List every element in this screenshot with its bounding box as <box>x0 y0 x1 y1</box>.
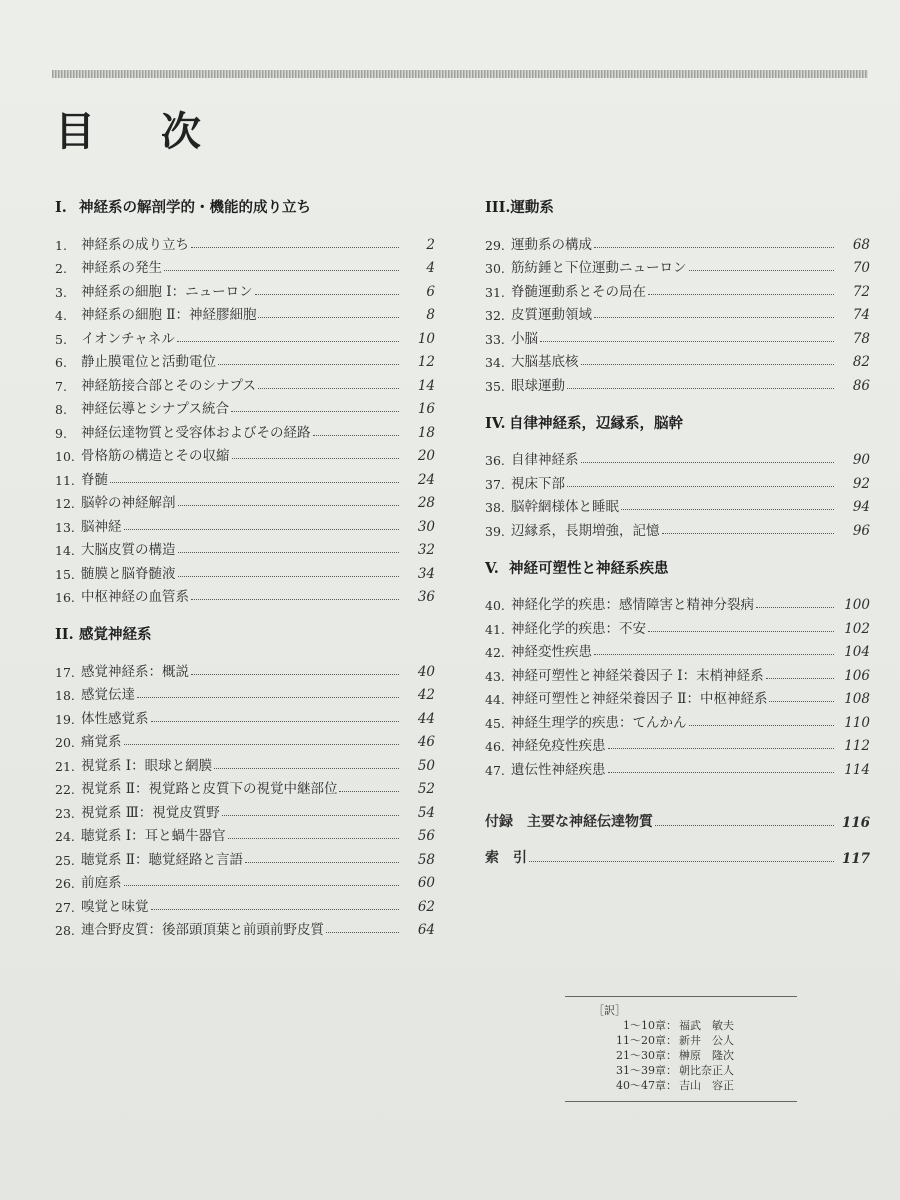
entry-page: 96 <box>852 522 870 539</box>
dot-leader <box>124 744 400 745</box>
entry-page: 28 <box>417 495 435 511</box>
toc-entry[interactable] <box>55 511 435 535</box>
dot-leader <box>231 411 399 412</box>
entry-number: 22. <box>55 782 75 797</box>
toc-entry[interactable] <box>485 731 870 755</box>
entry-title: 嗅覚と味覚 <box>81 898 149 915</box>
entry-title: 皮質運動領域 <box>511 307 592 323</box>
toc-left-column <box>55 195 435 938</box>
entry-title: イオンチャネル <box>81 330 175 347</box>
dot-leader <box>581 462 835 463</box>
entry-title: 感覚伝達 <box>81 687 135 703</box>
toc-entry[interactable] <box>55 727 435 751</box>
entry-page: 72 <box>852 283 870 300</box>
toc-entry[interactable] <box>55 868 435 892</box>
entry-page: 30 <box>417 518 435 535</box>
dot-leader <box>540 341 834 342</box>
toc-entry[interactable] <box>485 660 870 684</box>
dot-leader <box>124 885 400 886</box>
dot-leader <box>567 388 834 389</box>
dot-leader <box>177 341 399 342</box>
entry-page: 56 <box>417 828 435 844</box>
entry-number: 9. <box>55 425 67 441</box>
entry-number: 15. <box>55 566 75 582</box>
toc-entry[interactable] <box>55 844 435 868</box>
toc-entry[interactable] <box>485 707 870 731</box>
toc-entry[interactable] <box>55 535 435 559</box>
dot-leader <box>137 697 399 698</box>
toc-entry[interactable] <box>55 558 435 582</box>
entry-title: 視覚系 Ⅲ：視覚皮質野 <box>81 804 220 821</box>
toc-entry[interactable] <box>485 613 870 637</box>
toc-entry[interactable] <box>55 656 435 680</box>
entry-number: 2. <box>55 261 67 276</box>
translator-name: 朝比奈正人 <box>679 1064 734 1077</box>
section-heading <box>55 622 435 656</box>
entry-page: 92 <box>852 475 870 492</box>
entry-page: 102 <box>844 620 870 637</box>
entry-page: 36 <box>417 589 435 605</box>
dot-leader <box>232 458 400 459</box>
entry-number: 6. <box>55 355 67 370</box>
translator-chapters: 40～47章： <box>616 1079 677 1092</box>
entry-number: 43. <box>485 668 505 684</box>
entry-page: 62 <box>417 898 435 915</box>
toc-entry[interactable] <box>55 703 435 727</box>
dot-leader <box>648 631 834 632</box>
entry-number: 31. <box>485 284 505 300</box>
toc-entry[interactable] <box>485 637 870 661</box>
translator-chapters: 11～20章： <box>616 1034 677 1047</box>
entry-title: 神経系の発生 <box>81 260 162 276</box>
toc-entry[interactable] <box>55 253 435 277</box>
entry-number: 47. <box>485 762 505 778</box>
translator-label: ［訳］ <box>593 1004 626 1017</box>
toc-entry[interactable] <box>485 347 870 371</box>
toc-entry[interactable] <box>485 468 870 492</box>
toc-entry[interactable] <box>55 821 435 845</box>
entry-page: 4 <box>426 260 435 276</box>
dot-leader <box>151 909 400 910</box>
section-heading <box>55 195 435 229</box>
entry-title: 脳幹網様体と睡眠 <box>511 499 619 515</box>
entry-number: 34. <box>485 355 505 370</box>
dot-leader <box>756 607 834 608</box>
toc-entry[interactable] <box>485 684 870 708</box>
dot-leader <box>769 701 834 702</box>
dot-leader <box>218 364 399 365</box>
section-number: V. <box>485 559 499 577</box>
section-heading <box>485 556 870 590</box>
dot-leader <box>222 815 399 816</box>
entry-number: 30. <box>485 261 505 276</box>
entry-title: 大脳皮質の構造 <box>81 542 176 558</box>
dot-leader <box>608 748 835 749</box>
translator-row <box>595 1018 797 1033</box>
entry-page: 106 <box>844 667 870 684</box>
entry-page: 114 <box>844 761 870 778</box>
entry-title: 神経可塑性と神経栄養因子 Ⅰ：末梢神経系 <box>511 667 764 684</box>
translator-name: 吉山 容正 <box>679 1079 734 1092</box>
section-number: IV. <box>485 414 506 432</box>
entry-title: 筋紡錘と下位運動ニューロン <box>511 260 687 276</box>
dot-leader <box>326 932 399 933</box>
entry-title: 神経系の細胞 Ⅰ：ニューロン <box>81 283 253 300</box>
entry-page: 18 <box>417 424 435 441</box>
entry-title: 神経系の細胞 Ⅱ：神経膠細胞 <box>81 307 257 323</box>
entry-page: 42 <box>417 687 435 703</box>
translator-name: 福武 敏夫 <box>679 1019 734 1032</box>
entry-page: 86 <box>852 377 870 394</box>
dot-leader <box>178 576 400 577</box>
entry-number: 27. <box>55 899 75 915</box>
section-number: III. <box>485 199 511 216</box>
entry-title: 小脳 <box>511 330 538 347</box>
entry-title: 視覚系 Ⅱ：視覚路と皮質下の視覚中継部位 <box>81 781 338 797</box>
entry-number: 14. <box>55 543 75 558</box>
entry-number: 46. <box>485 739 505 754</box>
translator-chapters: 31～39章： <box>616 1064 677 1077</box>
entry-number: 7. <box>55 378 67 394</box>
entry-title: 眼球運動 <box>511 377 565 394</box>
entry-page: 8 <box>426 307 435 323</box>
dot-leader <box>339 791 399 792</box>
entry-page: 94 <box>852 499 870 515</box>
dot-leader <box>191 599 399 600</box>
entry-number: 38. <box>485 500 505 515</box>
toc-entry[interactable] <box>55 464 435 488</box>
toc-entry[interactable] <box>485 323 870 347</box>
toc-entry[interactable] <box>485 445 870 469</box>
entry-number: 40. <box>485 598 505 613</box>
translator-row <box>595 1033 797 1048</box>
toc-entry[interactable] <box>485 300 870 324</box>
entry-page: 100 <box>844 597 870 613</box>
entry-page: 78 <box>852 330 870 347</box>
dot-leader <box>258 388 399 389</box>
entry-number: 24. <box>55 829 75 844</box>
dot-leader <box>594 654 834 655</box>
toc-entry[interactable] <box>485 229 870 253</box>
entry-number: 39. <box>485 523 505 539</box>
entry-page: 32 <box>417 542 435 558</box>
toc-entry[interactable] <box>55 417 435 441</box>
entry-title: 中枢神経の血管系 <box>81 589 189 605</box>
entry-page: 50 <box>417 757 435 774</box>
toc-entry[interactable] <box>485 253 870 277</box>
dot-leader <box>689 725 835 726</box>
toc-entry[interactable] <box>55 276 435 300</box>
section-title: 運動系 <box>510 200 554 216</box>
toc-entry[interactable] <box>55 797 435 821</box>
toc-entry[interactable] <box>55 441 435 465</box>
entry-number: 29. <box>485 237 505 253</box>
dot-leader <box>214 768 399 769</box>
section-title: 感覚神経系 <box>79 627 152 643</box>
dot-leader <box>178 505 400 506</box>
toc-entry[interactable] <box>485 515 870 539</box>
entry-title: 神経生理学的疾患：てんかん <box>511 714 687 731</box>
dot-leader <box>191 674 399 675</box>
section-gap <box>485 394 870 411</box>
dot-leader <box>594 247 834 248</box>
dot-leader <box>581 364 835 365</box>
dot-leader <box>178 552 400 553</box>
dot-leader <box>255 294 399 295</box>
dot-leader <box>124 529 400 530</box>
toc-entry[interactable] <box>55 488 435 512</box>
entry-title: 髄膜と脳脊髄液 <box>81 565 176 582</box>
toc-entry[interactable] <box>55 394 435 418</box>
entry-number: 1. <box>55 237 67 253</box>
entry-number: 10. <box>55 449 75 464</box>
entry-number: 42. <box>485 645 505 660</box>
toc-extra-entry[interactable] <box>485 831 870 867</box>
entry-number: 21. <box>55 758 75 774</box>
section-gap <box>485 778 870 795</box>
dot-leader <box>110 482 399 483</box>
entry-number: 11. <box>55 472 75 488</box>
entry-page: 64 <box>417 922 435 938</box>
toc-extra-entry[interactable] <box>485 795 870 831</box>
entry-page: 112 <box>844 738 870 754</box>
entry-page: 14 <box>417 377 435 394</box>
entry-page: 54 <box>417 804 435 821</box>
section-title: 自律神経系，辺縁系，脳幹 <box>509 415 683 432</box>
entry-page: 108 <box>844 691 870 707</box>
toc-entry[interactable] <box>485 492 870 516</box>
entry-title: 体性感覚系 <box>81 710 149 727</box>
toc-entry[interactable] <box>55 582 435 606</box>
entry-title: 脳神経 <box>81 518 122 535</box>
section-heading <box>485 411 870 445</box>
entry-page: 68 <box>852 236 870 253</box>
section-number: I. <box>55 199 67 216</box>
section-gap <box>55 605 435 622</box>
entry-page: 44 <box>417 710 435 727</box>
translator-row <box>595 1063 797 1078</box>
entry-number: 28. <box>55 923 75 938</box>
translator-row <box>595 1078 797 1093</box>
dot-leader <box>621 509 834 510</box>
entry-page: 6 <box>426 283 435 300</box>
dot-leader <box>662 533 835 534</box>
entry-number: 19. <box>55 711 75 727</box>
entry-title: 辺縁系，長期増強，記憶 <box>511 522 660 539</box>
entry-number: 33. <box>485 331 505 347</box>
toc-entry[interactable] <box>55 680 435 704</box>
section-gap <box>485 539 870 556</box>
entry-number: 12. <box>55 496 75 511</box>
entry-number: 16. <box>55 590 75 605</box>
translator-row <box>595 1048 797 1063</box>
entry-title: 脳幹の神経解剖 <box>81 495 176 511</box>
entry-number: 3. <box>55 284 67 300</box>
entry-number: 35. <box>485 378 505 394</box>
entry-page: 90 <box>852 452 870 468</box>
dot-leader <box>151 721 400 722</box>
section-number: II. <box>55 626 74 643</box>
entry-number: 20. <box>55 735 75 750</box>
entry-title: 脊髄運動系とその局在 <box>511 283 646 300</box>
entry-page: 74 <box>852 307 870 323</box>
entry-number: 44. <box>485 692 505 707</box>
toc-entry[interactable] <box>55 370 435 394</box>
entry-title: 神経伝達物質と受容体およびその経路 <box>81 424 311 441</box>
entry-number: 36. <box>485 453 505 468</box>
toc-entry[interactable] <box>55 323 435 347</box>
toc-entry[interactable] <box>485 370 870 394</box>
toc-entry[interactable] <box>485 754 870 778</box>
entry-number: 41. <box>485 621 505 637</box>
entry-title: 静止膜電位と活動電位 <box>81 354 216 370</box>
entry-number: 32. <box>485 308 505 323</box>
toc-entry[interactable] <box>485 276 870 300</box>
dot-leader <box>245 862 399 863</box>
entry-page: 52 <box>417 781 435 797</box>
entry-title: 前庭系 <box>81 875 122 891</box>
entry-title: 神経可塑性と神経栄養因子 Ⅱ：中枢神経系 <box>511 691 768 707</box>
entry-number: 26. <box>55 876 75 891</box>
dot-leader <box>191 247 399 248</box>
entry-page: 12 <box>417 354 435 370</box>
entry-number: 13. <box>55 519 75 535</box>
entry-page: 82 <box>852 354 870 370</box>
entry-page: 46 <box>417 734 435 750</box>
entry-page: 104 <box>844 644 870 660</box>
dot-leader <box>689 270 835 271</box>
entry-number: 25. <box>55 852 75 868</box>
toc-entry[interactable] <box>55 347 435 371</box>
toc-right-column <box>485 195 870 867</box>
entry-page: 20 <box>417 448 435 464</box>
entry-title: 神経免疫性疾患 <box>511 738 606 754</box>
entry-page: 10 <box>417 330 435 347</box>
toc-entry[interactable] <box>55 774 435 798</box>
entry-page: 70 <box>852 260 870 276</box>
entry-title: 神経筋接合部とそのシナプス <box>81 377 256 394</box>
entry-page: 116 <box>841 814 870 831</box>
entry-title: 視床下部 <box>511 475 565 492</box>
translator-chapters: 1～10章： <box>623 1019 677 1032</box>
entry-number: 8. <box>55 402 67 417</box>
entry-page: 60 <box>417 875 435 891</box>
entry-number: 5. <box>55 331 67 347</box>
entry-page: 110 <box>844 714 870 731</box>
page-title: 目 次 <box>55 109 227 155</box>
entry-number: 37. <box>485 476 505 492</box>
entry-page: 16 <box>417 401 435 417</box>
dot-leader <box>529 861 834 862</box>
toc-entry[interactable] <box>55 750 435 774</box>
translator-credits <box>565 996 797 1102</box>
entry-title: 付録 主要な神経伝達物質 <box>485 813 653 830</box>
entry-title: 神経系の成り立ち <box>81 236 189 253</box>
section-heading <box>485 195 870 229</box>
dot-leader <box>567 486 834 487</box>
entry-number: 4. <box>55 308 67 323</box>
entry-title: 神経化学的疾患：感情障害と精神分裂病 <box>511 597 754 613</box>
entry-title: 索 引 <box>485 849 527 866</box>
entry-page: 117 <box>841 850 870 867</box>
entry-title: 神経化学的疾患：不安 <box>511 620 646 637</box>
entry-page: 58 <box>417 851 435 868</box>
dot-leader <box>655 825 834 826</box>
section-title: 神経系の解剖学的・機能的成り立ち <box>79 200 311 216</box>
entry-page: 40 <box>417 663 435 680</box>
entry-title: 脊髄 <box>81 471 108 488</box>
entry-number: 18. <box>55 688 75 703</box>
entry-page: 24 <box>417 471 435 488</box>
entry-title: 骨格筋の構造とその収縮 <box>81 448 230 464</box>
entry-title: 神経伝導とシナプス統合 <box>81 401 229 417</box>
entry-title: 視覚系 Ⅰ：眼球と網膜 <box>81 757 213 774</box>
entry-number: 45. <box>485 715 505 731</box>
header-rule <box>52 70 868 78</box>
entry-title: 痛覚系 <box>81 734 122 750</box>
entry-title: 運動系の構成 <box>511 236 592 253</box>
dot-leader <box>766 678 834 679</box>
entry-title: 感覚神経系：概説 <box>81 663 189 680</box>
translator-name: 榊原 隆次 <box>679 1049 734 1062</box>
toc-entry[interactable] <box>55 300 435 324</box>
toc-entry[interactable] <box>55 891 435 915</box>
entry-number: 23. <box>55 805 75 821</box>
dot-leader <box>608 772 835 773</box>
entry-title: 聴覚系 Ⅰ：耳と蝸牛器官 <box>81 828 226 844</box>
dot-leader <box>594 317 834 318</box>
dot-leader <box>228 838 399 839</box>
entry-number: 17. <box>55 664 75 680</box>
entry-page: 34 <box>417 565 435 582</box>
dot-leader <box>648 294 834 295</box>
section-title: 神経可塑性と神経系疾患 <box>509 560 669 577</box>
entry-page: 2 <box>426 236 435 253</box>
entry-title: 聴覚系 Ⅱ：聴覚経路と言語 <box>81 851 243 868</box>
toc-entry[interactable] <box>55 915 435 939</box>
translator-name: 新井 公人 <box>679 1034 734 1047</box>
dot-leader <box>164 270 399 271</box>
toc-entry[interactable] <box>55 229 435 253</box>
entry-title: 連合野皮質：後部頭頂葉と前頭前野皮質 <box>81 922 324 938</box>
dot-leader <box>313 435 400 436</box>
entry-title: 神経変性疾患 <box>511 644 592 660</box>
toc-entry[interactable] <box>485 590 870 614</box>
entry-title: 大脳基底核 <box>511 354 579 370</box>
dot-leader <box>258 317 399 318</box>
entry-title: 遺伝性神経疾患 <box>511 761 606 778</box>
translator-chapters: 21～30章： <box>616 1049 677 1062</box>
entry-title: 自律神経系 <box>511 452 579 468</box>
